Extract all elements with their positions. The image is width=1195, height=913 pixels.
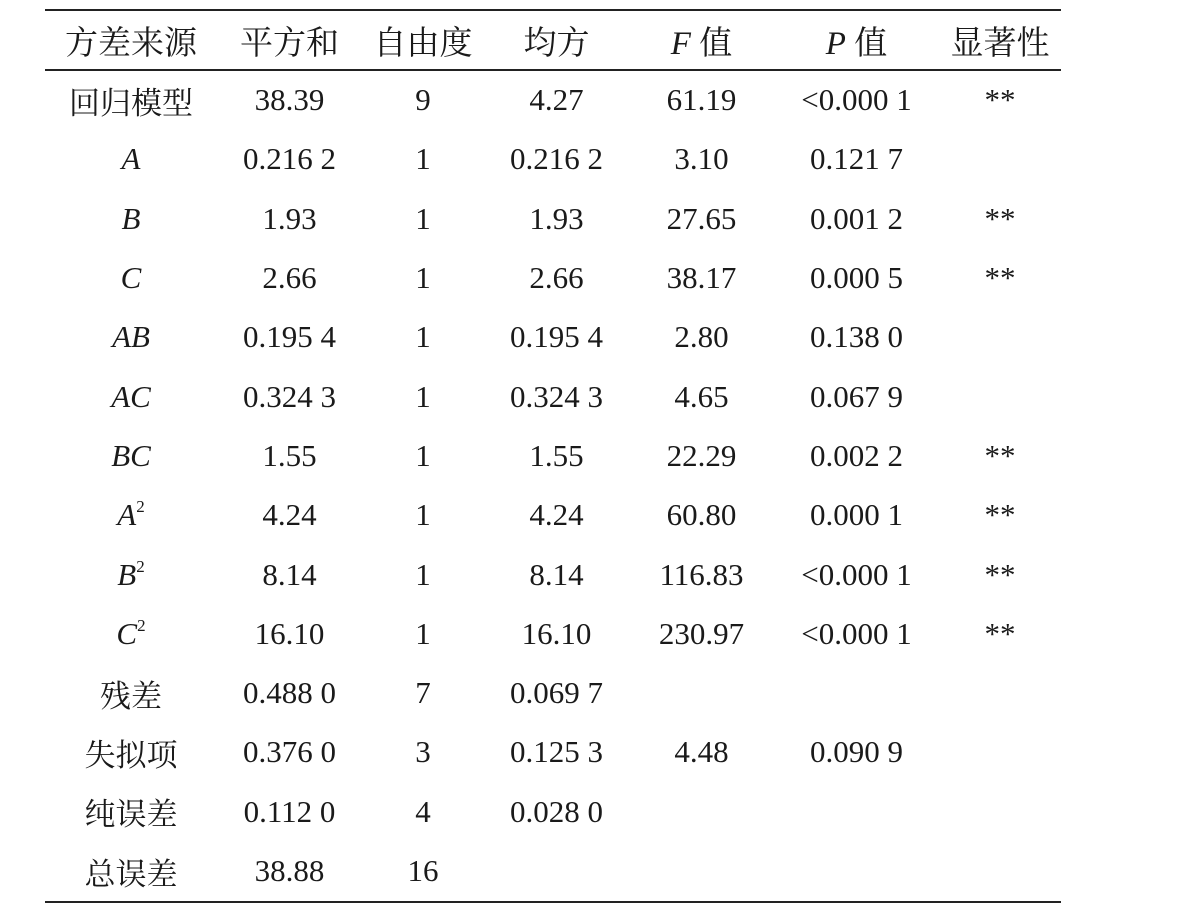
cell-f-value: 27.65: [666, 200, 737, 236]
header-label: 值: [699, 25, 733, 62]
cell-f-value: 60.80: [666, 497, 737, 533]
cell-sum-of-squares: 2.66: [262, 260, 317, 296]
header-mean-square: [484, 11, 629, 69]
header-label: 值: [854, 25, 888, 62]
source-exponent: 2: [136, 497, 145, 517]
table-row: [45, 604, 1061, 663]
cell-source: [45, 71, 217, 130]
cell-sum-of-squares: 0.376 0: [243, 734, 336, 770]
cell-p-value: 0.090 9: [810, 734, 903, 770]
cell-degrees-of-freedom: 1: [415, 141, 431, 177]
cell-f-value: 230.97: [658, 615, 745, 651]
cell-p-value: [774, 782, 939, 841]
cell-degrees-of-freedom: 3: [415, 734, 431, 770]
cell-f-value: 4.48: [674, 734, 729, 770]
cell-p-value: <0.000 1: [801, 82, 912, 118]
cell-source: [45, 663, 217, 722]
cell-degrees-of-freedom: 1: [415, 260, 431, 296]
cell-f-value: 116.83: [659, 556, 744, 592]
cell-degrees-of-freedom: 9: [415, 82, 431, 118]
cell-degrees-of-freedom: 1: [415, 615, 431, 651]
header-source: [45, 11, 217, 69]
table-row: [45, 723, 1061, 782]
anova-table: [45, 9, 1061, 903]
cell-mean-square: [484, 841, 629, 900]
cell-p-value: [774, 841, 939, 900]
cell-p-value: 0.138 0: [810, 319, 903, 355]
cell-mean-square: 0.069 7: [510, 675, 603, 711]
source-label: 纯误差: [84, 797, 178, 833]
table-row: [45, 663, 1061, 722]
cell-p-value: 0.121 7: [810, 141, 903, 177]
cell-degrees-of-freedom: 1: [415, 437, 431, 473]
source-label: 残差: [100, 678, 162, 714]
source-label: C: [120, 260, 142, 296]
source-label: BC: [111, 437, 151, 473]
cell-p-value: 0.067 9: [810, 378, 903, 414]
header-variable-symbol: F: [670, 25, 691, 62]
cell-degrees-of-freedom: 1: [415, 200, 431, 236]
cell-significance: [939, 663, 1061, 722]
cell-f-value: 22.29: [666, 437, 737, 473]
table-row: [45, 308, 1061, 367]
cell-sum-of-squares: 4.24: [262, 497, 317, 533]
table-row: [45, 426, 1061, 485]
cell-mean-square: 2.66: [529, 260, 584, 296]
cell-sum-of-squares: 0.324 3: [243, 378, 336, 414]
source-exponent: 2: [137, 615, 146, 635]
table-row: [45, 248, 1061, 307]
cell-degrees-of-freedom: 7: [415, 675, 431, 711]
cell-p-value: <0.000 1: [801, 615, 912, 651]
cell-sum-of-squares: 0.488 0: [243, 675, 336, 711]
header-label: 平方和: [240, 25, 339, 62]
anova-table-grid: [45, 11, 1061, 69]
cell-mean-square: 16.10: [521, 615, 592, 651]
source-label: AC: [111, 378, 151, 414]
cell-source: [45, 189, 217, 248]
cell-significance: **: [984, 200, 1016, 236]
cell-mean-square: 4.24: [529, 497, 584, 533]
source-label: A: [117, 497, 137, 533]
cell-sum-of-squares: 0.112 0: [243, 793, 336, 829]
header-label: 显著性: [950, 25, 1050, 62]
cell-mean-square: 0.195 4: [510, 319, 603, 355]
cell-degrees-of-freedom: 1: [415, 556, 431, 592]
cell-f-value: 2.80: [674, 319, 729, 355]
header-variable-symbol: P: [825, 25, 846, 62]
cell-significance: **: [984, 260, 1016, 296]
cell-source: [45, 426, 217, 485]
cell-f-value: 3.10: [674, 141, 729, 177]
cell-significance: **: [984, 615, 1016, 651]
header-significance: [939, 11, 1061, 69]
table-body: [45, 71, 1061, 901]
cell-sum-of-squares: 1.55: [262, 437, 317, 473]
header-sum-of-squares: [217, 11, 362, 69]
cell-significance: **: [984, 437, 1016, 473]
cell-source: [45, 248, 217, 307]
cell-mean-square: 0.028 0: [510, 793, 603, 829]
source-label: C: [116, 615, 138, 651]
header-degrees-of-freedom: [362, 11, 484, 69]
cell-mean-square: 0.216 2: [510, 141, 603, 177]
cell-degrees-of-freedom: 16: [407, 853, 439, 888]
source-label: 回归模型: [69, 85, 193, 121]
source-label: AB: [112, 319, 150, 355]
cell-sum-of-squares: 38.39: [254, 82, 325, 118]
table-row: [45, 130, 1061, 189]
cell-significance: [939, 841, 1061, 900]
source-label: 失拟项: [84, 737, 178, 773]
cell-source: [45, 308, 217, 367]
cell-f-value: [629, 782, 774, 841]
cell-source: [45, 367, 217, 426]
cell-source: [45, 841, 217, 900]
cell-sum-of-squares: 38.88: [254, 853, 325, 888]
table-row: [45, 545, 1061, 604]
header-p-value: [774, 11, 939, 69]
cell-significance: [939, 367, 1061, 426]
cell-degrees-of-freedom: 1: [415, 497, 431, 533]
header-row: [45, 11, 1061, 69]
cell-sum-of-squares: 0.195 4: [243, 319, 336, 355]
anova-table-body: [45, 71, 1061, 901]
cell-mean-square: 1.55: [529, 437, 584, 473]
cell-degrees-of-freedom: 1: [415, 378, 431, 414]
table-row: [45, 841, 1061, 900]
cell-p-value: [774, 663, 939, 722]
cell-p-value: <0.000 1: [801, 556, 912, 592]
cell-p-value: 0.002 2: [810, 437, 903, 473]
cell-sum-of-squares: 8.14: [262, 556, 317, 592]
header-label: 方差来源: [65, 25, 197, 62]
source-exponent: 2: [136, 556, 145, 576]
cell-p-value: 0.000 1: [810, 497, 903, 533]
table-row: [45, 71, 1061, 130]
cell-degrees-of-freedom: 4: [415, 793, 431, 829]
header-label: 均方: [523, 25, 590, 62]
cell-significance: **: [984, 556, 1016, 592]
cell-f-value: 4.65: [674, 378, 729, 414]
cell-significance: [939, 723, 1061, 782]
cell-mean-square: 0.324 3: [510, 378, 603, 414]
source-label: A: [121, 141, 141, 177]
cell-source: [45, 782, 217, 841]
cell-f-value: [629, 663, 774, 722]
table-row: [45, 189, 1061, 248]
cell-mean-square: 4.27: [529, 82, 584, 118]
cell-degrees-of-freedom: 1: [415, 319, 431, 355]
cell-source: [45, 130, 217, 189]
cell-source: [45, 545, 217, 604]
cell-significance: **: [984, 82, 1016, 118]
table-row: [45, 486, 1061, 545]
cell-p-value: 0.000 5: [810, 260, 903, 296]
cell-sum-of-squares: 0.216 2: [243, 141, 336, 177]
cell-mean-square: 1.93: [529, 200, 584, 236]
cell-sum-of-squares: 16.10: [254, 615, 325, 651]
cell-significance: **: [984, 497, 1016, 533]
cell-mean-square: 8.14: [529, 556, 584, 592]
header-label: 自由度: [373, 25, 473, 62]
cell-f-value: [629, 841, 774, 900]
cell-p-value: 0.001 2: [810, 200, 903, 236]
cell-source: [45, 486, 217, 545]
cell-significance: [939, 130, 1061, 189]
bottom-rule: [45, 901, 1061, 903]
cell-f-value: 61.19: [666, 82, 737, 118]
cell-sum-of-squares: 1.93: [262, 200, 317, 236]
cell-significance: [939, 782, 1061, 841]
cell-significance: [939, 308, 1061, 367]
source-label: 总误差: [84, 856, 178, 892]
table-row: [45, 782, 1061, 841]
source-label: B: [121, 200, 141, 236]
cell-source: [45, 723, 217, 782]
table-row: [45, 367, 1061, 426]
header-f-value: [629, 11, 774, 69]
cell-f-value: 38.17: [666, 260, 737, 296]
source-label: B: [117, 556, 137, 592]
cell-mean-square: 0.125 3: [510, 734, 603, 770]
cell-source: [45, 604, 217, 663]
